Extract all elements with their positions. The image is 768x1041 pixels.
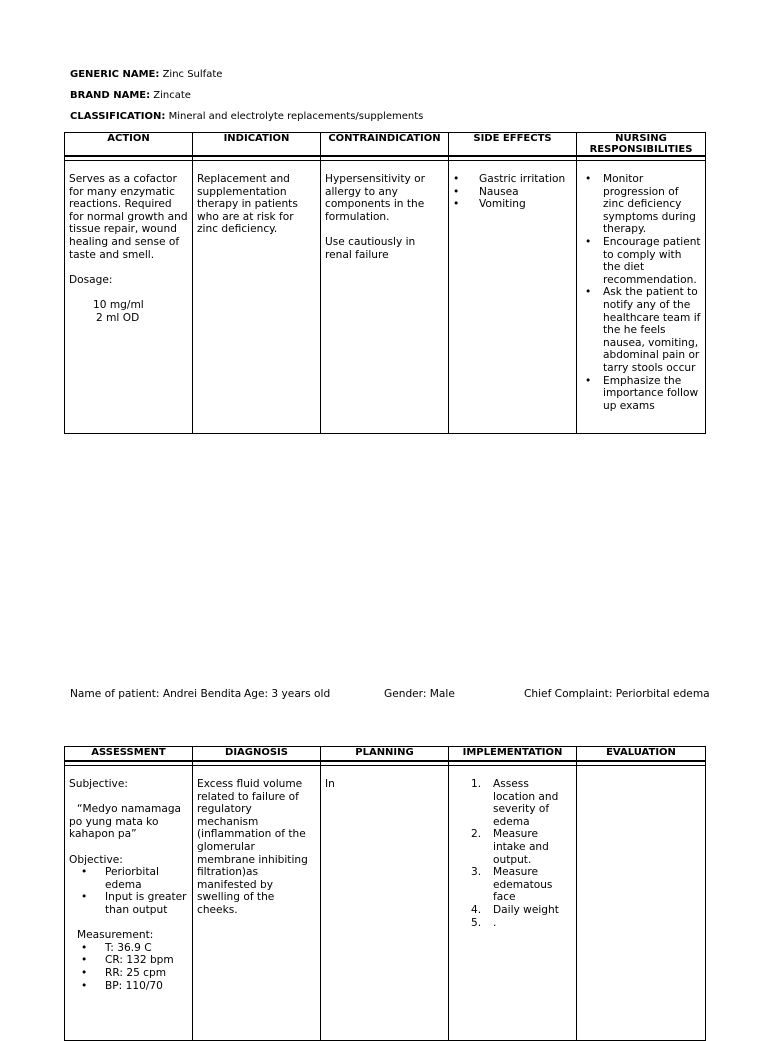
drug-study-table — [64, 132, 706, 434]
action-cell — [65, 161, 193, 434]
classification-line — [70, 111, 423, 123]
header-planning: PLANNING — [321, 747, 449, 762]
contraindication-text-2: Use cautiously in renal failure — [325, 235, 416, 261]
header-contraindication: CONTRAINDICATION — [321, 133, 449, 157]
header-diagnosis: DIAGNOSIS — [193, 747, 321, 762]
care-table-row — [65, 766, 706, 1041]
generic-name-value: Zinc Sulfate — [162, 69, 223, 80]
generic-name-line — [70, 69, 222, 81]
header-action: ACTION — [65, 133, 193, 157]
header-nursing-responsibilities: NURSING RESPONSIBILITIES — [577, 133, 706, 157]
brand-name-label: BRAND NAME: — [70, 90, 151, 101]
list-item: • Monitor progression of zinc deficiency symptoms during therapy. — [591, 173, 701, 236]
planning-cell — [321, 766, 449, 1041]
list-item: • Periorbital edema — [87, 866, 188, 891]
planning-text: In — [325, 778, 335, 790]
classification-value: Mineral and electrolyte replacements/supplements — [168, 111, 424, 122]
dosage-value-1: 10 mg/ml — [93, 298, 144, 311]
list-item: • Input is greater than output — [87, 891, 188, 916]
subjective-quote: “Medyo namamaga po yung mata ko kahapon pa” — [69, 803, 182, 841]
subjective-label: Subjective: — [69, 778, 128, 790]
nursing-list — [581, 173, 701, 412]
list-item: Measure intake and output. — [493, 828, 549, 866]
objective-list — [69, 866, 188, 916]
patient-info-line — [70, 687, 710, 701]
nursing-care-plan-table — [64, 746, 706, 1041]
chief-complaint: Chief Complaint: Periorbital edema — [524, 688, 710, 700]
indication-text: Replacement and supplementation therapy in patients who are at risk for zinc deficiency. — [197, 173, 298, 236]
action-text: Serves as a cofactor for many enzymatic reactions. Required for normal growth and tissue repair, wound healing and sense of taste and smell. — [69, 173, 188, 261]
nursing-responsibilities-cell — [577, 161, 706, 434]
brand-name-value: Zincate — [153, 90, 191, 101]
dosage-value-2: 2 ml OD — [96, 311, 140, 324]
patient-name: Name of patient: Andrei Bendita — [70, 688, 242, 700]
drug-table-header-row — [65, 133, 706, 157]
diagnosis-text: Excess fluid volume related to failure of regulatory mechanism (inflammation of the glomerular membrane inhibiting filtration)as manifested by swelling of the cheeks. — [197, 778, 308, 916]
list-item: Daily weight — [493, 903, 559, 916]
list-item: • Emphasize the importance follow up exams — [591, 375, 701, 413]
header-indication: INDICATION — [193, 133, 321, 157]
classification-label: CLASSIFICATION: — [70, 111, 166, 122]
side-effects-cell — [449, 161, 577, 434]
measurement-list — [69, 942, 188, 992]
list-item: • Nausea — [459, 186, 572, 199]
objective-label: Objective: — [69, 853, 123, 866]
care-table-header-row — [65, 747, 706, 762]
diagnosis-cell — [193, 766, 321, 1041]
drug-table-row — [65, 161, 706, 434]
list-item: • T: 36.9 C — [87, 942, 188, 955]
evaluation-cell — [577, 766, 706, 1041]
side-effects-list — [453, 173, 572, 211]
list-item: • Vomiting — [459, 198, 572, 211]
patient-age: Age: 3 years old — [244, 688, 331, 700]
contraindication-cell — [321, 161, 449, 434]
list-item: • BP: 110/70 — [87, 980, 188, 993]
list-item: • Ask the patient to notify any of the healthcare team if the he feels nausea, vomiting, abdominal pain or tarry stools occur — [591, 286, 701, 374]
header-side-effects: SIDE EFFECTS — [449, 133, 577, 157]
header-evaluation: EVALUATION — [577, 747, 706, 762]
implementation-cell — [449, 766, 577, 1041]
list-item: • CR: 132 bpm — [87, 954, 188, 967]
list-item: Assess location and severity of edema — [493, 778, 559, 828]
contraindication-text-1: Hypersensitivity or allergy to any components in the formulation. — [325, 173, 425, 223]
assessment-cell — [65, 766, 193, 1041]
measurement-label: Measurement: — [77, 929, 154, 942]
header-assessment: ASSESSMENT — [65, 747, 193, 762]
list-item: • Encourage patient to comply with the diet recommendation. — [591, 236, 701, 286]
indication-cell — [193, 161, 321, 434]
header-implementation: IMPLEMENTATION — [449, 747, 577, 762]
dosage-label: Dosage: — [69, 273, 113, 286]
generic-name-label: GENERIC NAME: — [70, 69, 160, 80]
list-item: Measure edematous face — [493, 866, 553, 904]
list-item: • Gastric irritation — [459, 173, 572, 186]
implementation-list — [453, 778, 572, 929]
brand-name-line — [70, 90, 191, 102]
list-item: . — [493, 916, 497, 929]
list-item: • RR: 25 cpm — [87, 967, 188, 980]
patient-gender: Gender: Male — [384, 688, 455, 700]
